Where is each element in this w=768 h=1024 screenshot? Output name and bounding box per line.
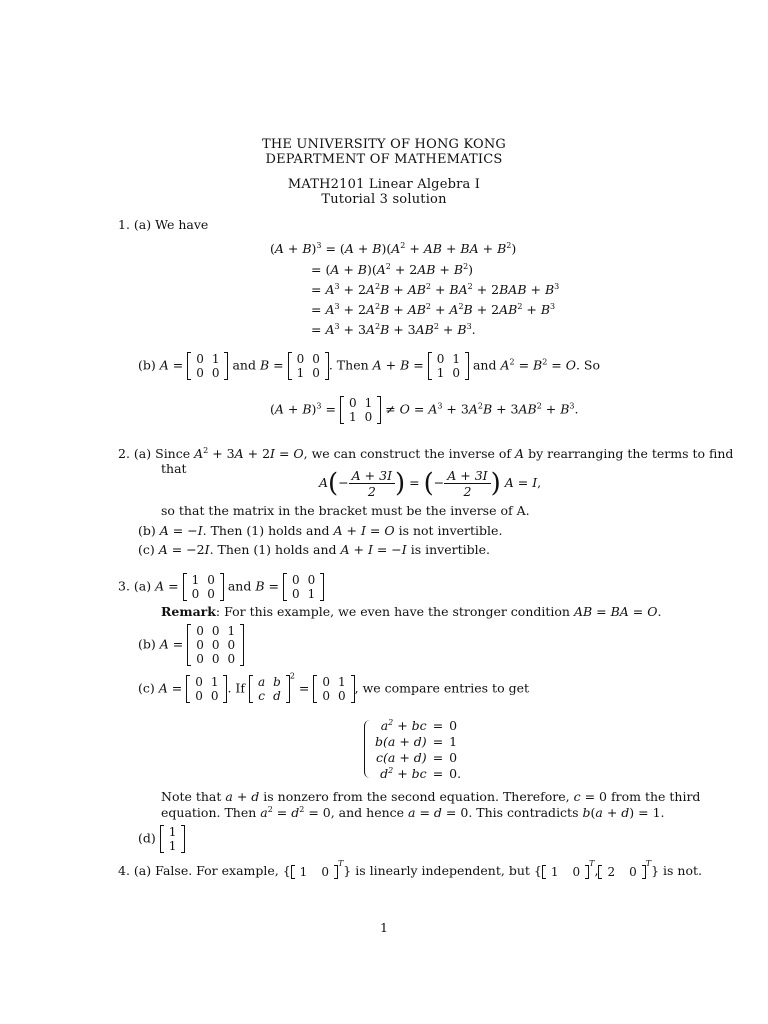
q2c-line: (c) A = −2I. Then (1) holds and A + I = −I is invertible. [138, 542, 490, 557]
department-title: DEPARTMENT OF MATHEMATICS [265, 152, 503, 167]
q3c-note-line2: equation. Then $a^2 = d^2 = 0$, and hence a = d = 0. This contradicts b(a + d) = 1. [161, 805, 665, 820]
q3c-note-line1: Note that a + d is nonzero from the second equation. Therefore, c = 0 from the third [161, 789, 701, 804]
q3c-line: (c) A = 0 1 0 0 . If a b c d $^2$ = 0 1 0 0 , we compare entries to get [138, 671, 529, 703]
course-title: MATH2101 Linear Algebra I [287, 177, 481, 192]
q1-eq-line2: = $(A + B)(A^2 + 2AB + B^2)$ [311, 262, 474, 277]
q1-number: 1. (a) We have [118, 217, 209, 232]
equation-system: $a^2$ + bc = 0 b(a + d) = 1 c(a + d) = 0 $d^2$ + bc = 0. [375, 718, 462, 781]
q1-eq-line3: = $A^3 + 2A^2B + AB^2 + BA^2 + 2BAB + B^3$ [311, 282, 560, 297]
q1b-line: (b) A = 0 1 0 0 and B = 0 0 1 0 . Then A + B = 0 1 1 0 and $A^2 = B^2 = O$. So [138, 352, 601, 380]
matrix-b: 0 0 1 0 [288, 352, 329, 380]
system-brace [364, 720, 371, 778]
q2a-line1: 2. (a) Since $A^2 + 3A + 2I = O$, we can construct the inverse of A by rearranging the terms to find [118, 446, 734, 461]
q2a-conclusion: so that the matrix in the bracket must be the inverse of A. [161, 503, 530, 518]
q3d-line: (d) 1 1 [138, 825, 185, 853]
q1b-result: $(A + B)^3$ = 0 1 1 0 ≠ $O = A^3 + 3A^2B + 3AB^2 + B^3$. [270, 396, 579, 424]
q1-eq-line1: $(A + B)^3 = (A + B)(A^2$ + AB + BA + $B^2$) [270, 241, 517, 256]
q3a-line: 3. (a) A = 1 0 0 0 and B = 0 0 0 1 [118, 573, 324, 601]
q2a-line2: that [161, 461, 187, 476]
q4a-line: 4. (a) False. For example, { 1 0 $^T$} is linearly independent, but { 1 0 $^T$, 2 0 $^T$} is not. [118, 859, 702, 879]
q3b-line: (b) A = 0 0 1 0 0 0 0 0 0 [138, 624, 244, 666]
matrix-a-plus-b: 0 1 1 0 [428, 352, 469, 380]
matrix-a: 0 1 0 0 [187, 352, 228, 380]
q2b-line: (b) A = −I. Then (1) holds and A + I = O is not invertible. [138, 523, 503, 538]
q1-eq-line4: = $A^3 + 2A^2B + AB^2 + A^2B + 2AB^2 + B^3$ [311, 302, 556, 317]
q1-eq-line5: = $A^3 + 3A^2B + 3AB^2 + B^3$. [311, 322, 476, 337]
page-number: 1 [380, 920, 388, 935]
tutorial-title: Tutorial 3 solution [321, 192, 447, 207]
university-title: THE UNIVERSITY OF HONG KONG [261, 137, 507, 152]
q3-remark: Remark: For this example, we even have the stronger condition AB = BA = O. [161, 604, 662, 619]
q2a-equation: A(− $\frac{A + 3I}{2}$ ) = (− $\frac{A + 3I}{2}$ ) A = I, [319, 468, 542, 499]
